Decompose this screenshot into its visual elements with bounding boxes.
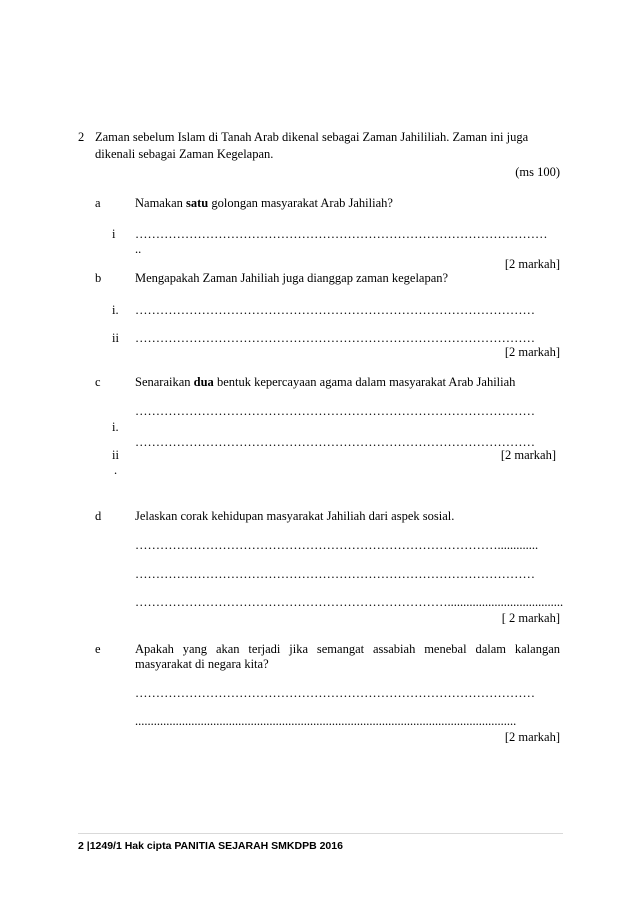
part-e-answer-line1[interactable]: ……………………………………………………………………………………	[135, 686, 535, 700]
part-c-emphasis: dua	[193, 375, 214, 389]
part-c-label: c	[95, 375, 101, 389]
part-d-answer-line3[interactable]: ………………………………………………………………….....................................	[135, 595, 564, 609]
page-footer: 2 |1249/1 Hak cipta PANITIA SEJARAH SMKDPB 2016	[78, 840, 343, 852]
part-c-answer-i[interactable]: ……………………………………………………………………………………	[135, 404, 535, 418]
part-a-question: Namakan satu golongan masyarakat Arab Jahiliah?	[135, 196, 393, 210]
part-e-label: e	[95, 642, 101, 656]
part-d-answer-line1[interactable]: …………………………………………………………………………….............	[135, 538, 539, 552]
part-b-sub-ii-label: ii	[112, 331, 119, 345]
part-e-answer-line2[interactable]: ..........................................................................................................................	[135, 714, 517, 728]
question-intro-line1: Zaman sebelum Islam di Tanah Arab dikenal sebagai Zaman Jahililiah. Zaman ini juga	[95, 130, 529, 144]
part-b-answer-i[interactable]: ……………………………………………………………………………………	[135, 303, 535, 317]
part-a-answer-line2[interactable]: ..	[135, 242, 142, 256]
part-e-question-line1: Apakah yang akan terjadi jika semangat assabiah menebal dalam kalangan	[135, 642, 560, 656]
footer-divider	[78, 833, 563, 834]
part-d-answer-line2[interactable]: ……………………………………………………………………………………	[135, 567, 535, 581]
part-c-sub-ii-dot: .	[114, 463, 118, 477]
part-b-marks: [2 markah]	[504, 345, 560, 359]
part-b-sub-i-label: i.	[112, 303, 119, 317]
part-a-marks: [2 markah]	[504, 257, 560, 271]
part-d-question: Jelaskan corak kehidupan masyarakat Jahiliah dari aspek sosial.	[135, 509, 455, 523]
part-d-marks: [ 2 markah]	[501, 611, 560, 625]
part-b-answer-ii[interactable]: ……………………………………………………………………………………	[135, 331, 535, 345]
question-number: 2	[78, 130, 85, 144]
part-a-answer-line1[interactable]: ………………………………………………………………………………………	[135, 227, 548, 241]
part-c-marks: [2 markah]	[500, 448, 556, 462]
page-reference: (ms 100)	[515, 165, 560, 179]
part-b-label: b	[95, 271, 102, 285]
part-a-sub-i-label: i	[112, 227, 116, 241]
part-c-sub-i-label: i.	[112, 420, 119, 434]
part-c-sub-ii-label: ii	[112, 448, 119, 462]
part-a-label: a	[95, 196, 101, 210]
question-intro-line2: dikenali sebagai Zaman Kegelapan.	[95, 147, 274, 161]
part-e-marks: [2 markah]	[504, 730, 560, 744]
part-a-emphasis: satu	[186, 196, 209, 210]
part-e-question-line2: masyarakat di negara kita?	[135, 657, 269, 671]
part-b-question: Mengapakah Zaman Jahiliah juga dianggap zaman kegelapan?	[135, 271, 449, 285]
part-c-question: Senaraikan dua bentuk kepercayaan agama dalam masyarakat Arab Jahiliah	[135, 375, 516, 389]
part-d-label: d	[95, 509, 102, 523]
part-c-answer-ii[interactable]: ……………………………………………………………………………………	[135, 435, 535, 449]
